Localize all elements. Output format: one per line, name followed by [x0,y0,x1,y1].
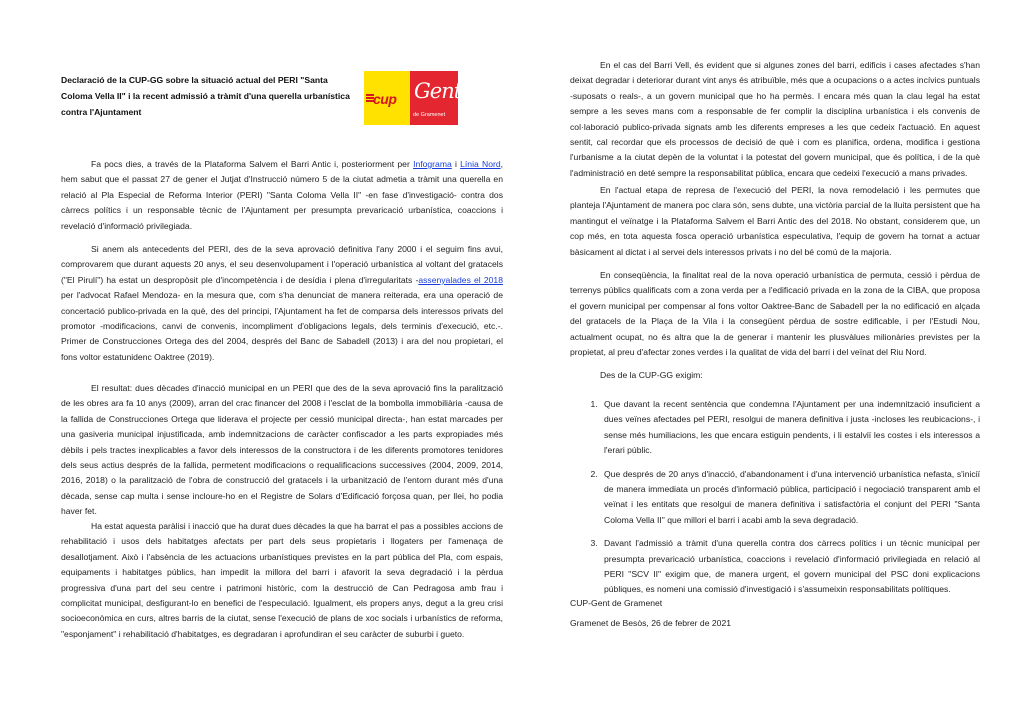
demands-list-wrapper [570,397,980,606]
demands-list [570,397,980,598]
left-column-p4 [61,519,503,642]
logo-gent-subtext: de Gramenet [413,112,446,118]
logo-gent-text: Gent [414,79,462,103]
right-column-demands-intro [570,368,980,383]
demand-item: 3. Davant l'admissió a tràmit d'una querella contra dos càrrecs polítics i un tècnic municipal per presumpta prevaricació urbanística, coaccions i revelació d'informació privilegiada en relació al PERI "SCV II" exigim que, de manera urgent, el govern municipal del PSC doni explicacions públiques, es nomeni una comissió d'investigació i s'assumeixin responsabilitats polítiques. [600,536,980,598]
link-assenyalades-2018[interactable]: assenyalades el 2018 [418,274,503,285]
logo-cup-text: cup [373,91,397,107]
paragraph-paralisi: Ha estat aquesta paràlisi i inacció que ha durat dues dècades la que ha barrat el pas a possibles accions de rehabilitació i usos dels habitatges afectats per part dels seus propietaris i llogaters per l'amenaça de desallotjament. Això i l'absència de les actuacions urbanístiques previstes en la part pública del Pla, com espais, equipaments i habitatges públics, han impedit la millora del barri i afavorit la seva degradació i la pèrdua progressiva d'una part del seu centre i patrimoni històric, com la destrucció de Can Pedragosa amb frau i complicitat municipal, desfigurant-lo en benefici de l'especulació. Igualment, els propers anys, degut a la greu crisi socioeconòmica en curs, altres barris de la ciutat, sense l'execució de plans de xoc socials i urbanístics de reforma, "esponjament" i rehabilitació d'habitatges, es degradaran i aprofundiran el seu caràcter de suburbi i gueto. [61,521,503,639]
paragraph-text: , hem sabut que el passat 27 de gener el Jutjat d'Instrucció número 5 de la ciutat admetia a tràmit una querella en relació al Pla Especial de Reforma Interior (PERI) "Santa Coloma Vella II" -en fase d'investigació- contra dos càrrecs polítics i un responsable tècnic de l'Ajuntament per presumpta prevaricació urbanística, coaccions i revelació d'informació privilegiada. [61,159,504,231]
paragraph-consequencia: En conseqüència, la finalitat real de la nova operació urbanística de permuta, cessió i pèrdua de terrenys públics qualificats com a zona verda per a l'edificació privada en la zona de la CIBA, que proposa el govern municipal per compensar al fons voltor Oaktree-Banc de Sabadell per la no edificació en alçada del gratacels de la Plaça de la Vila i la consegüent pèrdua de sostre edificable, i per l'Estudi Nou, actualment ocupat, no és altra que la de generar i mantenir les plusvàlues milionàries previstes per la propietat, al preu d'afectar zones verdes i la qualitat de vida del barri i del veïnat del Riu Nord. [570,270,980,358]
logo-cup-panel [364,71,410,125]
page-left [0,0,511,724]
left-column [61,157,503,234]
paragraph-antecedents [61,242,503,365]
signature: CUP-Gent de Gramenet [570,598,663,608]
cup-gent-logo [364,71,462,125]
paragraph-text: Fa pocs dies, a través de la Plataforma Salvem el Barri Antic i, posteriorment per [91,159,414,169]
right-column-p5 [570,58,980,181]
paragraph-etapa-actual: En l'actual etapa de represa de l'execució del PERI, la nova remodelació i les permutes que planteja l'Ajuntament de manera poc clara són, sens dubte, una victòria parcial de la lluita persistent que ha mantingut el veïnatge i la Plataforma Salvem el Barri Antic des del 2018. No obstant, considerem que, un cop més, en tota aquesta fosca operació urbanística especulativa, l'equip de govern ha tornat a actuar bàsicament al dictat i al servei dels interessos privats i no del bé comú de la majoria. [570,185,980,257]
right-column-p6 [570,183,980,260]
document-title: Declaració de la CUP-GG sobre la situació actual del PERI "Santa Coloma Vella II" i la recent admissió a tràmit d'una querella urbanística contra l'Ajuntament [61,75,350,117]
link-infograma[interactable]: Infograma [413,159,452,169]
left-column-p2 [61,242,503,365]
demands-intro: Des de la CUP-GG exigim: [600,370,703,380]
right-column-p7 [570,268,980,360]
paragraph-intro [61,157,503,234]
paragraph-text: per l'advocat Rafael Mendoza- en la mesura que, com s'ha denunciat de manera reiterada, era una operació de concertació publico-privada en la què, des del principi, l'Ajuntament ha fet de comparsa dels interessos privats del promotor -modificacions, canvi de convenis, incompliment d'obligacions legals, dels terminis d'execució, etc.-. Primer de Construcciones Ortega des del 2004, després del Banc de Sabadell (2013) i ara del nou propietari, el fons voltor estatunidenc Oaktree (2019). [61,290,503,362]
paragraph-barri-vell: En el cas del Barri Vell, és evident que si algunes zones del barri, edificis i cases afectades s'han deixat degradar i deteriorar durant vint anys és atribuïble, més que a ocupacions o a actes incívics puntuals -suposats o reals-, a un govern municipal que ho ha permès. I encara més quan la clau legal ha estat sempre a les seves mans com a responsable de fer complir la disciplina urbanística i els convenis de col·laboració publico-privada signats amb les diferents empreses a les que cedeix l'actuació. En aquest sentit, cal recordar que els processos de decisió de què i com es planifica, ordena, modifica i gestiona l'urbanisme a la ciutat depèn de la voluntat i la potestat del govern municipal, que és política, i de la què l'administració en deté sempre la responsabilitat pública, encara que cedeixi l'execució a mans privades. [570,60,980,178]
paragraph-text: i [451,159,461,169]
paragraph-resultat: El resultat: dues dècades d'inacció municipal en un PERI que des de la seva aprovació fins la paralització de les obres ara fa 10 anys (2009), arran del crac financer del 2008 i l'esclat de la bombolla immobiliària -causa de la fallida de Construcciones Ortega que liderava el projecte per cessió municipal directa-, han estat marcades per una gasiveria municipal injustificada, amb indemnitzacions de caràcter confiscador a les parts expropiades més dèbils i pels tractes inexplicables a favor dels interessos de la constructora i de les diferents promotores tenidores dels seus actius després de la fallida, permetent modificacions o requalificacions successives (2004, 2009, 2014, 2016, 2018) o la paralització de l'obra de construcció del gratacels i la urbanització de l'entorn durant més d'una dècada, sense cap multa i sense incloure-ho en el Registre de Solars d'Edificació forçosa quan, per llei, ho podia haver fet. [61,383,503,517]
paragraph-text: Si anem als antecedents del PERI, des de la seva aprovació definitiva l'any 2000 i el seguim fins avui, comprovarem que durant aquests 20 anys, el seu desenvolupament i l'operació urbanística al voltant del gratacels ("El Pirulí") ha estat un despropòsit ple d'incompetència i de desídia i plena d'irregularitats - [61,244,503,285]
logo-gent-panel [410,71,462,125]
left-column-p3 [61,381,503,520]
demand-item: 1. Que davant la recent sentència que condemna l'Ajuntament per una indemnització insuficient a dues veïnes afectades pel PERI, resolgui de manera definitiva i justa -incloses les reubicacions-, i sense més humiliacions, les que encara estiguin pendents, i li estalviï les costes i els interessos a l'erari públic. [600,397,980,459]
link-linia-nord[interactable]: Línia Nord [460,159,501,169]
place-date: Gramenet de Besòs, 26 de febrer de 2021 [570,618,731,628]
demand-item: 2. Que després de 20 anys d'inacció, d'abandonament i d'una intervenció urbanística nefasta, s'iniciï de manera immediata un procés d'informació pública, participació i negociació transparent amb el veïnat i les entitats que resolgui de manera definitiva i satisfactòria el conjunt del PERI "Santa Coloma Vella II" que millori el barri i acabi amb la seva degradació. [600,467,980,529]
